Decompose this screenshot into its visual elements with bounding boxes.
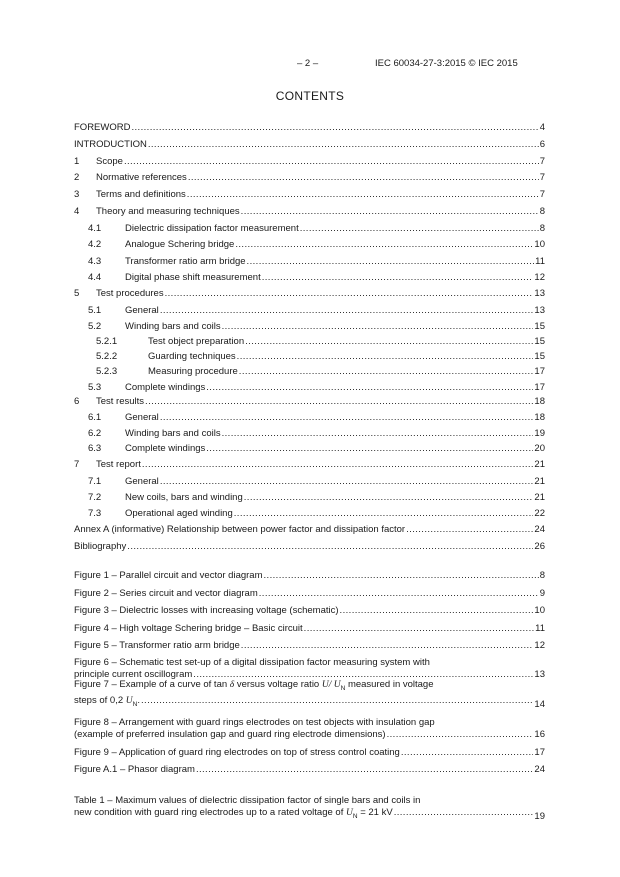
leader-dots	[406, 524, 533, 536]
toc-entry-page: 15	[534, 336, 545, 347]
toc-entry-number: 4.1	[88, 223, 102, 234]
toc-entry-page: 8	[539, 206, 545, 217]
toc-entry[interactable]	[74, 394, 545, 408]
delta-symbol: δ	[229, 680, 235, 691]
leader-dots	[259, 588, 539, 600]
figure-entry-label: Figure 5 – Transformer ratio arm bridge	[74, 640, 240, 651]
toc-entry[interactable]	[74, 474, 545, 488]
figure-entry-page: 16	[534, 729, 545, 740]
leader-dots	[141, 695, 533, 711]
toc-entry-page: 26	[534, 541, 545, 552]
figure-entry-text	[74, 679, 534, 711]
toc-entry-page: 13	[534, 305, 545, 316]
table-entry-text-part: new condition with guard ring electrodes up to a rated voltage of	[74, 807, 344, 819]
figure-entry-page: 11	[535, 623, 545, 634]
figure-entry-line1: Figure 6 – Schematic test set-up of a digital dissipation factor measuring system with	[74, 657, 430, 668]
toc-entry-page: 15	[534, 351, 545, 362]
leader-dots	[264, 570, 539, 582]
toc-entry-number: 5.2.1	[96, 336, 118, 347]
toc-entry-number: 7.2	[88, 492, 102, 503]
toc-entry-number: 1	[74, 156, 80, 167]
toc-entry[interactable]	[74, 457, 545, 471]
leader-dots	[340, 605, 534, 617]
toc-entry-label: General	[125, 476, 159, 487]
toc-entry[interactable]	[74, 237, 545, 251]
toc-entry[interactable]	[74, 490, 545, 504]
toc-entry-number: 6	[74, 396, 80, 407]
toc-entry[interactable]	[74, 334, 545, 348]
list-of-tables	[74, 797, 545, 825]
page-number: – 2 –	[297, 58, 319, 69]
subscript: N	[340, 685, 346, 693]
figure-entry-page: 10	[534, 605, 545, 616]
figure-entry-label: principle current oscillogram	[74, 669, 193, 680]
toc-entry-page: 7	[539, 156, 545, 167]
table-entry-page: 19	[534, 811, 545, 822]
figure-entry-label: Figure 2 – Series circuit and vector diagram	[74, 588, 258, 599]
leader-dots	[187, 189, 539, 201]
toc-entry-page: 21	[534, 492, 545, 503]
table-of-contents	[74, 118, 545, 558]
toc-entry-page: 8	[539, 223, 545, 234]
toc-entry-label: Theory and measuring techniques	[96, 206, 240, 217]
toc-entry-label: Scope	[96, 156, 123, 167]
toc-entry[interactable]	[74, 349, 545, 363]
page-title: CONTENTS	[275, 89, 345, 103]
toc-entry-label: Winding bars and coils	[125, 321, 221, 332]
figure-entry-label: Figure 4 – High voltage Schering bridge – Basic circuit	[74, 623, 303, 634]
toc-entry-page: 17	[534, 366, 545, 377]
leader-dots	[237, 351, 534, 363]
toc-entry-label: Test report	[96, 459, 141, 470]
toc-entry-number: 6.3	[88, 443, 102, 454]
leader-dots	[247, 256, 535, 268]
figure-entry[interactable]	[74, 586, 545, 600]
toc-entry[interactable]	[74, 254, 545, 268]
figure-entry-line1	[74, 679, 534, 695]
table-entry-label	[74, 807, 393, 823]
toc-entry[interactable]	[74, 410, 545, 424]
table-entry-line1: Table 1 – Maximum values of dielectric dissipation factor of single bars and coils in	[74, 795, 421, 807]
leader-dots	[244, 492, 534, 504]
toc-entry[interactable]	[74, 319, 545, 333]
leader-dots	[145, 396, 533, 408]
list-of-figures	[74, 568, 545, 778]
figure-entry[interactable]	[74, 638, 545, 652]
toc-entry-label: FOREWORD	[74, 122, 131, 133]
figure-entry-text	[74, 717, 534, 741]
toc-entry-page: 13	[534, 288, 545, 299]
leader-dots	[124, 156, 539, 168]
leader-dots	[148, 139, 539, 151]
toc-entry-number: 5.2.3	[96, 366, 118, 377]
figure-entry[interactable]	[74, 621, 545, 635]
voltage-ratio-symbol: U/ U	[321, 680, 341, 691]
leader-dots	[394, 807, 534, 823]
toc-entry[interactable]	[74, 364, 545, 378]
leader-dots	[222, 321, 534, 333]
leader-dots	[222, 428, 534, 440]
figure-entry-text-part: steps of 0,2	[74, 695, 124, 707]
toc-entry[interactable]	[74, 137, 545, 151]
toc-entry-number: 4.2	[88, 239, 102, 250]
toc-entry-number: 3	[74, 189, 80, 200]
toc-entry-page: 17	[534, 382, 545, 393]
leader-dots	[300, 223, 539, 235]
figure-entry-page: 17	[534, 747, 545, 758]
figure-entry[interactable]	[74, 762, 545, 776]
toc-entry-number: 6.1	[88, 412, 102, 423]
figure-entry[interactable]	[74, 568, 545, 582]
leader-dots	[234, 508, 534, 520]
leader-dots	[196, 764, 533, 776]
toc-entry[interactable]	[74, 506, 545, 520]
table-entry[interactable]	[74, 797, 545, 823]
toc-entry[interactable]	[74, 522, 545, 536]
figure-entry-label: Figure 1 – Parallel circuit and vector diagram	[74, 570, 263, 581]
figure-entry-text-part: versus voltage ratio	[236, 679, 320, 691]
toc-entry[interactable]	[74, 204, 545, 218]
toc-entry-number: 5.2	[88, 321, 102, 332]
toc-entry-label: INTRODUCTION	[74, 139, 147, 150]
voltage-symbol: U	[345, 808, 353, 819]
toc-entry-label: Complete windings	[125, 443, 206, 454]
toc-entry-page: 7	[539, 172, 545, 183]
toc-entry-label: Winding bars and coils	[125, 428, 221, 439]
toc-entry[interactable]	[74, 170, 545, 184]
figure-entry-page: 9	[539, 588, 545, 599]
toc-entry-number: 4.4	[88, 272, 102, 283]
toc-entry[interactable]	[74, 187, 545, 201]
figure-entry[interactable]	[74, 679, 545, 711]
toc-entry-label: Test procedures	[96, 288, 164, 299]
figure-entry-text-part: measured in voltage	[347, 679, 434, 691]
toc-entry[interactable]	[74, 303, 545, 317]
toc-entry-page: 21	[534, 476, 545, 487]
toc-entry-number: 6.2	[88, 428, 102, 439]
toc-entry-page: 10	[534, 239, 545, 250]
toc-entry[interactable]	[74, 426, 545, 440]
figure-entry-label: Figure 9 – Application of guard ring electrodes on top of stress control coating	[74, 747, 400, 758]
subscript: N	[132, 701, 138, 708]
figure-entry[interactable]	[74, 715, 545, 741]
leader-dots	[160, 476, 534, 488]
leader-dots	[245, 336, 533, 348]
toc-entry-label: Analogue Schering bridge	[125, 239, 235, 250]
figure-entry-label: (example of preferred insulation gap and guard ring electrode dimensions)	[74, 729, 386, 740]
toc-entry-label: Dielectric dissipation factor measurement	[125, 223, 299, 234]
leader-dots	[241, 206, 539, 218]
toc-entry-page: 20	[534, 443, 545, 454]
document-id: IEC 60034-27-3:2015 © IEC 2015	[375, 58, 518, 69]
toc-entry-label: Bibliography	[74, 541, 127, 552]
figure-entry-label	[74, 695, 140, 711]
toc-entry-page: 19	[534, 428, 545, 439]
figure-entry-line1: Figure 8 – Arrangement with guard rings electrodes on test objects with insulation gap	[74, 717, 435, 728]
toc-entry-page: 15	[534, 321, 545, 332]
leader-dots	[160, 412, 534, 424]
toc-entry-number: 4.3	[88, 256, 102, 267]
toc-entry-page: 6	[539, 139, 545, 150]
toc-entry-number: 7.1	[88, 476, 102, 487]
leader-dots	[131, 122, 538, 134]
toc-entry-label: Test results	[96, 396, 145, 407]
leader-dots	[304, 623, 534, 635]
figure-entry-label: Figure A.1 – Phasor diagram	[74, 764, 195, 775]
table-entry-text	[74, 795, 534, 823]
figure-entry[interactable]	[74, 745, 545, 759]
toc-entry[interactable]	[74, 286, 545, 300]
figure-entry-page: 8	[539, 570, 545, 581]
table-entry-line2	[74, 807, 534, 823]
toc-entry-number: 7.3	[88, 508, 102, 519]
toc-entry-label: General	[125, 305, 159, 316]
toc-entry[interactable]	[74, 539, 545, 553]
toc-entry-label: General	[125, 412, 159, 423]
toc-entry-number: 5	[74, 288, 80, 299]
figure-entry-text-part: Figure 7 – Example of a curve of tan	[74, 679, 228, 691]
leader-dots	[127, 541, 533, 553]
toc-entry-label: Terms and definitions	[96, 189, 186, 200]
toc-entry-page: 18	[534, 412, 545, 423]
toc-entry-page: 22	[534, 508, 545, 519]
toc-entry[interactable]	[74, 120, 545, 134]
toc-entry-label: Measuring procedure	[148, 366, 238, 377]
leader-dots	[235, 239, 533, 251]
leader-dots	[239, 366, 534, 378]
voltage-symbol: U	[125, 696, 133, 707]
leader-dots	[142, 459, 534, 471]
toc-entry-label: Transformer ratio arm bridge	[125, 256, 246, 267]
leader-dots	[387, 729, 534, 741]
toc-entry-page: 21	[534, 459, 545, 470]
toc-entry-page: 18	[534, 396, 545, 407]
toc-entry-label: Digital phase shift measurement	[125, 272, 261, 283]
toc-entry[interactable]	[74, 221, 545, 235]
toc-entry-label: New coils, bars and winding	[125, 492, 243, 503]
toc-entry[interactable]	[74, 270, 545, 284]
toc-entry-label: Complete windings	[125, 382, 206, 393]
toc-entry-page: 11	[535, 256, 545, 267]
figure-entry-line2	[74, 695, 534, 711]
toc-entry[interactable]	[74, 154, 545, 168]
toc-entry-page: 4	[539, 122, 545, 133]
leader-dots	[241, 640, 534, 652]
toc-entry-number: 5.2.2	[96, 351, 118, 362]
figure-entry-page: 24	[534, 764, 545, 775]
figure-entry-page: 14	[534, 699, 545, 710]
toc-entry-page: 12	[534, 272, 545, 283]
toc-entry-number: 4	[74, 206, 80, 217]
figure-entry-label: Figure 3 – Dielectric losses with increasing voltage (schematic)	[74, 605, 339, 616]
leader-dots	[401, 747, 534, 759]
figure-entry[interactable]	[74, 655, 545, 681]
toc-entry-number: 2	[74, 172, 80, 183]
toc-entry-page: 24	[534, 524, 545, 535]
figure-entry-text	[74, 657, 534, 681]
toc-entry-label: Guarding techniques	[148, 351, 236, 362]
toc-entry[interactable]	[74, 380, 545, 394]
figure-entry[interactable]	[74, 603, 545, 617]
toc-entry-number: 7	[74, 459, 80, 470]
table-entry-text-part: = 21 kV	[360, 807, 393, 819]
leader-dots	[206, 382, 533, 394]
figure-entry-line2	[74, 729, 534, 741]
toc-entry-label: Normative references	[96, 172, 187, 183]
figure-entry-page: 13	[534, 669, 545, 680]
toc-entry-label: Annex A (informative) Relationship between power factor and dissipation factor	[74, 524, 406, 535]
figure-entry-text-part: .	[137, 695, 140, 707]
toc-entry-page: 7	[539, 189, 545, 200]
subscript: N	[352, 813, 358, 820]
leader-dots	[262, 272, 534, 284]
toc-entry-label: Test object preparation	[148, 336, 245, 347]
leader-dots	[188, 172, 539, 184]
figure-entry-page: 12	[534, 640, 545, 651]
leader-dots	[160, 305, 534, 317]
toc-entry-number: 5.1	[88, 305, 102, 316]
leader-dots	[206, 443, 533, 455]
toc-entry[interactable]	[74, 441, 545, 455]
toc-entry-label: Operational aged winding	[125, 508, 233, 519]
leader-dots	[165, 288, 534, 300]
toc-entry-number: 5.3	[88, 382, 102, 393]
